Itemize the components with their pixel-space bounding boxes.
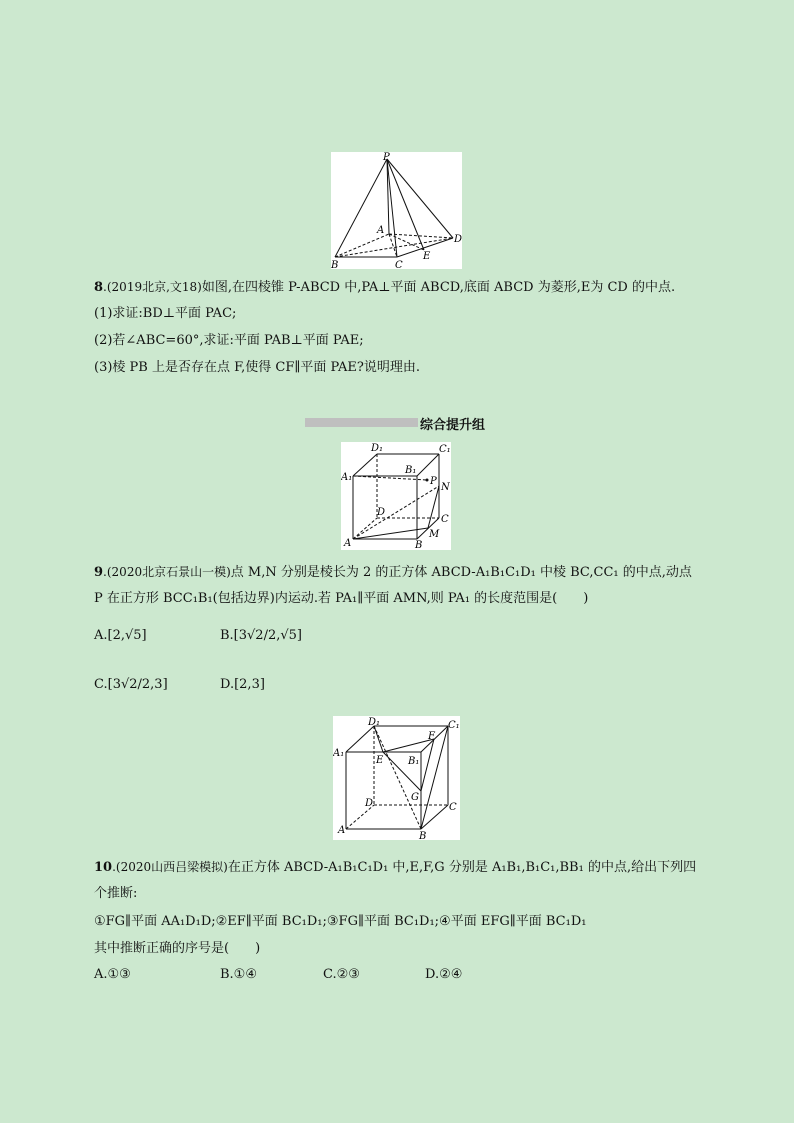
- section-bar: [305, 418, 418, 427]
- q10-stem-text1: 在正方体 ABCD-A₁B₁C₁D₁ 中,E,F,G 分别是 A₁B₁,B₁C₁,BB₁ 的中点,给出下列四: [227, 860, 697, 875]
- q8-number: 8: [94, 280, 104, 295]
- q10-option-a: A.①③: [94, 967, 131, 982]
- label-C: C: [395, 260, 403, 269]
- q8-part-1: (1)求证:BD⊥平面 PAC;: [94, 306, 237, 321]
- section-title: 综合提升组: [420, 418, 486, 433]
- label-D1: D₁: [371, 443, 384, 454]
- q9-option-b: B.[3√2/2,√5]: [220, 628, 302, 643]
- label-F: F: [428, 731, 435, 742]
- label-P: P: [430, 476, 437, 487]
- label-A1: A₁: [333, 748, 345, 759]
- label-B: B: [331, 260, 339, 269]
- label-D1: D₁: [368, 717, 381, 728]
- label-C1: C₁: [448, 720, 460, 731]
- label-D: D: [377, 507, 386, 518]
- q10-option-b: B.①④: [220, 967, 257, 982]
- label-A: A: [344, 538, 352, 549]
- cube2-figure: [333, 716, 460, 840]
- label-B: B: [419, 831, 427, 840]
- q8-stem-text: 如图,在四棱锥 P-ABCD 中,PA⊥平面 ABCD,底面 ABCD 为菱形,E为 CD 的中点.: [201, 280, 676, 295]
- label-G: G: [411, 792, 419, 803]
- q8-part-3: (3)棱 PB 上是否存在点 F,使得 CF∥平面 PAE?说明理由.: [94, 360, 421, 375]
- q9-option-a: A.[2,√5]: [94, 628, 147, 643]
- q9-number: 9: [94, 565, 104, 580]
- pyramid-figure: [331, 152, 462, 269]
- q10-source: .(2020山西吕梁模拟): [112, 860, 228, 874]
- label-C1: C₁: [439, 444, 451, 455]
- q10-statements: ①FG∥平面 AA₁D₁D;②EF∥平面 BC₁D₁;③FG∥平面 BC₁D₁;④平面 EFG∥平面 BC₁D₁: [94, 914, 587, 929]
- label-B1: B₁: [408, 756, 420, 767]
- label-A: A: [338, 825, 346, 836]
- q9-stem-line1: [94, 563, 692, 582]
- label-A1: A₁: [341, 472, 353, 483]
- q8-source: .(2019北京,文18): [103, 280, 202, 294]
- q9-stem-line2: P 在正方形 BCC₁B₁(包括边界)内运动.若 PA₁∥平面 AMN,则 PA₁ 的长度范围是( ): [94, 591, 589, 606]
- q9-option-d: D.[2,3]: [220, 677, 265, 692]
- label-E: E: [423, 251, 431, 262]
- q10-number: 10: [94, 860, 113, 875]
- cube1-figure: [341, 442, 451, 550]
- q9-option-c: C.[3√2/2,3]: [94, 677, 168, 692]
- label-B1: B₁: [405, 465, 417, 476]
- label-D: D: [365, 798, 374, 809]
- label-C: C: [449, 802, 457, 813]
- q10-option-d: D.②④: [425, 967, 463, 982]
- label-D: D: [454, 234, 462, 245]
- q8-part-2: (2)若∠ABC=60°,求证:平面 PAB⊥平面 PAE;: [94, 333, 364, 348]
- label-M: M: [429, 529, 440, 540]
- q9-source: .(2020北京石景山一模): [103, 565, 231, 579]
- q8-stem: [94, 278, 675, 297]
- label-N: N: [441, 482, 450, 493]
- label-A: A: [377, 225, 385, 236]
- q9-stem-text1: 点 M,N 分别是棱长为 2 的正方体 ABCD-A₁B₁C₁D₁ 中棱 BC,CC₁ 的中点,动点: [230, 565, 692, 580]
- q10-stem-line1: [94, 858, 696, 877]
- q10-stem-line2: 个推断:: [94, 886, 138, 901]
- label-C: C: [441, 514, 449, 525]
- label-E: E: [376, 755, 384, 766]
- label-B: B: [415, 540, 423, 550]
- label-P: P: [383, 152, 390, 163]
- q10-option-c: C.②③: [323, 967, 360, 982]
- q10-question: 其中推断正确的序号是( ): [94, 941, 261, 956]
